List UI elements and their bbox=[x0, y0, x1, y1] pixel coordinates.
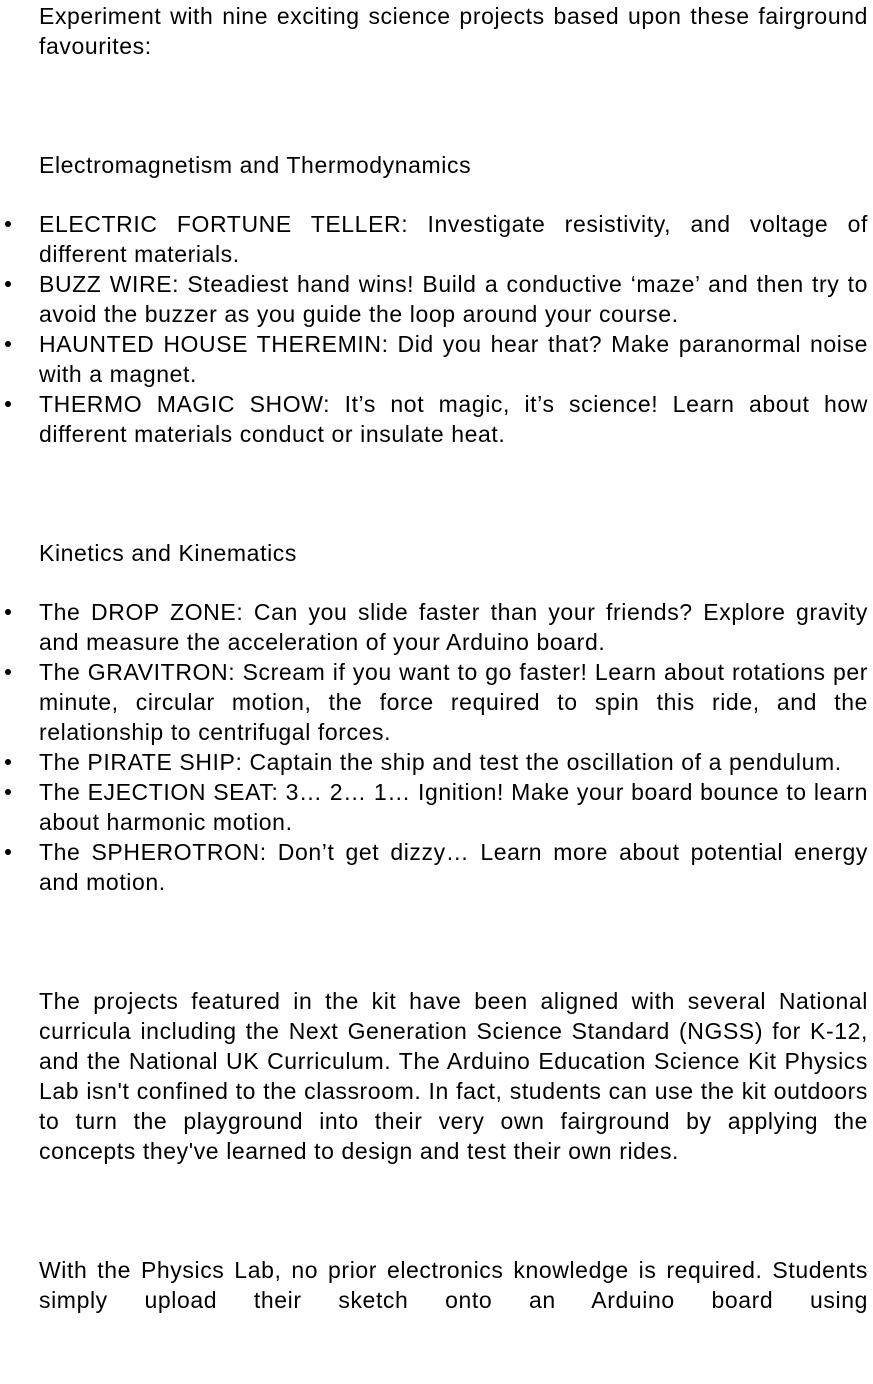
spacer bbox=[39, 449, 868, 538]
list-item bbox=[39, 837, 868, 897]
intro-paragraph: Experiment with nine exciting science projects based upon these fairground favourites: bbox=[39, 3, 868, 59]
spacer bbox=[39, 568, 868, 597]
project-list-kinetics bbox=[39, 597, 868, 897]
spacer bbox=[39, 180, 868, 209]
list-item bbox=[39, 657, 868, 747]
list-item-text: BUZZ WIRE: Steadiest hand wins! Build a conductive ‘maze’ and then try to avoid the buzzer as you guide the loop around your course. bbox=[39, 271, 868, 327]
list-item-text: The PIRATE SHIP: Captain the ship and test the oscillation of a pendulum. bbox=[39, 749, 842, 775]
spacer bbox=[39, 1166, 868, 1255]
list-item bbox=[39, 389, 868, 449]
list-item-text: The EJECTION SEAT: 3… 2… 1… Ignition! Make your board bounce to learn about harmonic motion. bbox=[39, 779, 868, 835]
list-item-text: The SPHEROTRON: Don’t get dizzy… Learn more about potential energy and motion. bbox=[39, 839, 868, 895]
list-item-text: ELECTRIC FORTUNE TELLER: Investigate resistivity, and voltage of different materials. bbox=[39, 211, 868, 267]
list-item bbox=[39, 329, 868, 389]
list-item bbox=[39, 777, 868, 837]
project-list-electromagnetism bbox=[39, 209, 868, 449]
spacer bbox=[39, 61, 868, 150]
curricula-paragraph: The projects featured in the kit have been aligned with several National curricula including the Next Generation Science Standard (NGSS) for K-12, and the National UK Curriculum. The Arduino Education Science Kit Physics Lab isn't confined to the classroom. In fact, students can use the kit outdoors to turn the playground into their very own fairground by applying the concepts they've learned to design and test their own rides. bbox=[39, 988, 868, 1164]
list-item-text: The GRAVITRON: Scream if you want to go faster! Learn about rotations per minute, circular motion, the force required to spin this ride, and the relationship to centrifugal forces. bbox=[39, 659, 868, 745]
section-heading-kinetics: Kinetics and Kinematics bbox=[39, 540, 297, 566]
spacer bbox=[39, 897, 868, 986]
knowledge-paragraph: With the Physics Lab, no prior electronics knowledge is required. Students simply upload their sketch onto an Arduino board using bbox=[39, 1257, 868, 1313]
list-item-text: THERMO MAGIC SHOW: It’s not magic, it’s science! Learn about how different materials conduct or insulate heat. bbox=[39, 391, 868, 447]
list-item bbox=[39, 209, 868, 269]
section-heading-electromagnetism: Electromagnetism and Thermodynamics bbox=[39, 152, 472, 178]
list-item-text: HAUNTED HOUSE THEREMIN: Did you hear that? Make paranormal noise with a magnet. bbox=[39, 331, 868, 387]
list-item-text: The DROP ZONE: Can you slide faster than your friends? Explore gravity and measure the acceleration of your Arduino board. bbox=[39, 599, 868, 655]
list-item bbox=[39, 747, 868, 777]
list-item bbox=[39, 597, 868, 657]
list-item bbox=[39, 269, 868, 329]
document-page bbox=[39, 0, 868, 1315]
